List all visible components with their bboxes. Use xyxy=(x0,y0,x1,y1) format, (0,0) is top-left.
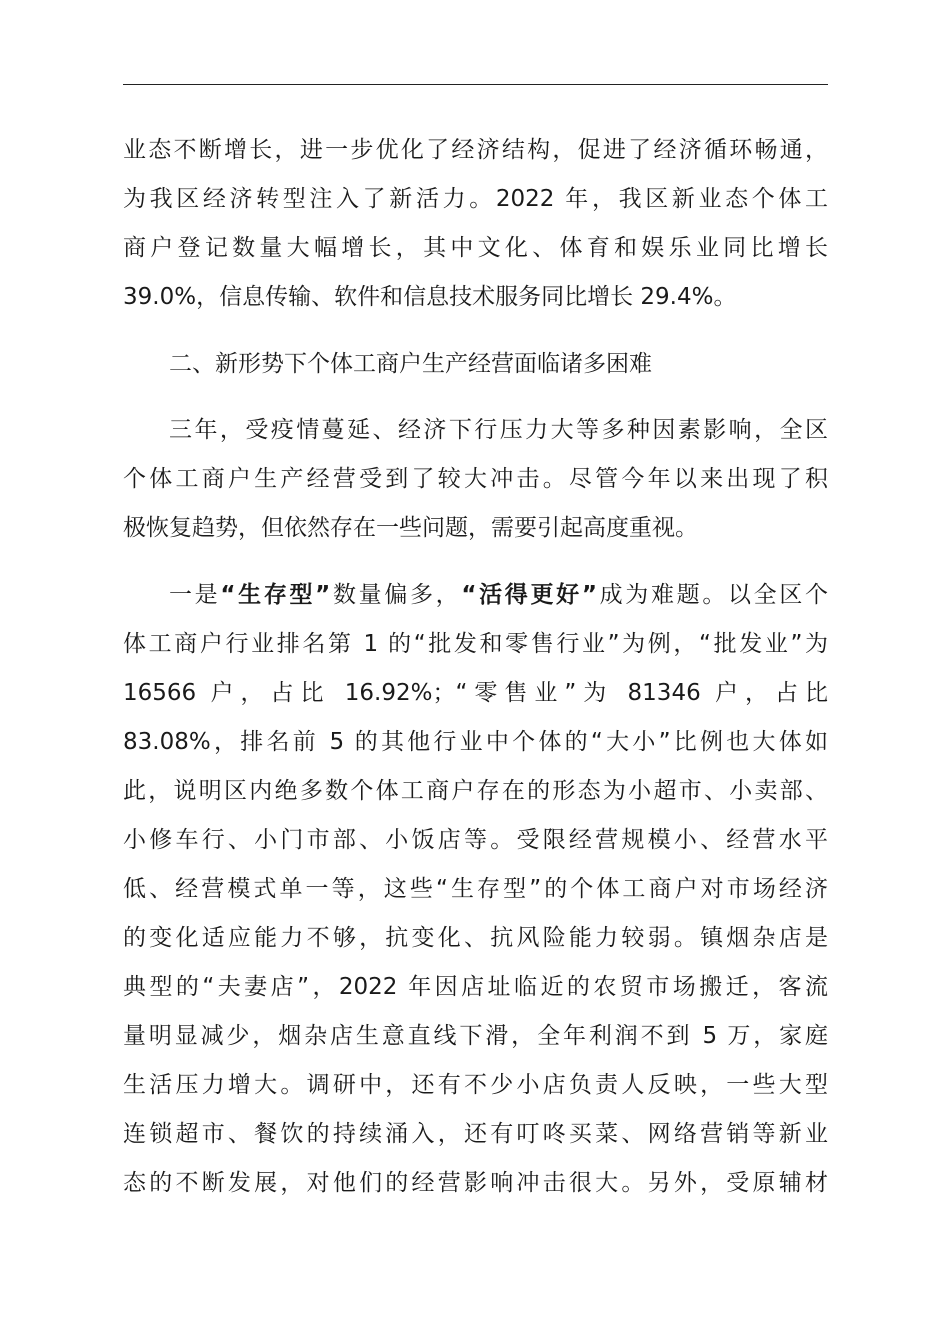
lead-middle: 数量偏多， xyxy=(330,582,462,608)
paragraph-line: 83.08%，排名前 5 的其他行业中个体的“大小”比例也大体如 xyxy=(123,729,828,755)
paragraph-line: 商户登记数量大幅增长，其中文化、体育和娱乐业同比增长 xyxy=(123,235,828,261)
paragraph-line: 极恢复趋势，但依然存在一些问题，需要引起高度重视。 xyxy=(123,515,698,541)
lead-prefix: 一是 xyxy=(169,582,221,608)
paragraph-intro-continuation xyxy=(123,126,828,322)
paragraph-line: 量明显减少，烟杂店生意直线下滑，全年利润不到 5 万，家庭 xyxy=(123,1023,828,1049)
paragraph-impact xyxy=(123,406,828,553)
header-rule xyxy=(123,84,828,85)
paragraph-line: 低、经营模式单一等，这些“生存型”的个体工商户对市场经济 xyxy=(123,876,828,902)
paragraph-line: 业态不断增长，进一步优化了经济结构，促进了经济循环畅通， xyxy=(123,137,828,163)
paragraph-line: 个体工商户生产经营受到了较大冲击。尽管今年以来出现了积 xyxy=(123,466,828,492)
paragraph-line: 小修车行、小门市部、小饭店等。受限经营规模小、经营水平 xyxy=(123,827,828,853)
paragraph-line: 39.0%，信息传输、软件和信息技术服务同比增长 29.4%。 xyxy=(123,284,737,310)
paragraph-line: 此，说明区内绝多数个体工商户存在的形态为小超市、小卖部、 xyxy=(123,778,828,804)
lead-suffix: 成为难题。以全区个 xyxy=(596,582,829,608)
paragraph-survival-type xyxy=(123,571,828,1208)
lead-quote-better: “活得更好” xyxy=(461,582,597,608)
paragraph-line: 三年，受疫情蔓延、经济下行压力大等多种因素影响，全区 xyxy=(169,417,828,443)
section-heading-text: 二、新形势下个体工商户生产经营面临诸多困难 xyxy=(169,351,652,377)
paragraph-line: 连锁超市、餐饮的持续涌入，还有叮咚买菜、网络营销等新业 xyxy=(123,1121,828,1147)
paragraph-line: 16566 户，占比 16.92%；“零售业”为 81346 户，占比 xyxy=(123,680,828,706)
section-heading xyxy=(123,340,828,389)
paragraph-line: 体工商户行业排名第 1 的“批发和零售行业”为例，“批发业”为 xyxy=(123,631,828,657)
paragraph-line: 生活压力增大。调研中，还有不少小店负责人反映，一些大型 xyxy=(123,1072,828,1098)
paragraph-line: 的变化适应能力不够，抗变化、抗风险能力较弱。镇烟杂店是 xyxy=(123,925,828,951)
paragraph-line: 典型的“夫妻店”，2022 年因店址临近的农贸市场搬迁，客流 xyxy=(123,974,828,1000)
paragraph-line: 态的不断发展，对他们的经营影响冲击很大。另外，受原辅材 xyxy=(123,1170,828,1196)
paragraph-lead-line xyxy=(123,571,828,620)
paragraph-line: 为我区经济转型注入了新活力。2022 年，我区新业态个体工 xyxy=(123,186,828,212)
lead-quote-survival: “生存型” xyxy=(220,582,331,608)
